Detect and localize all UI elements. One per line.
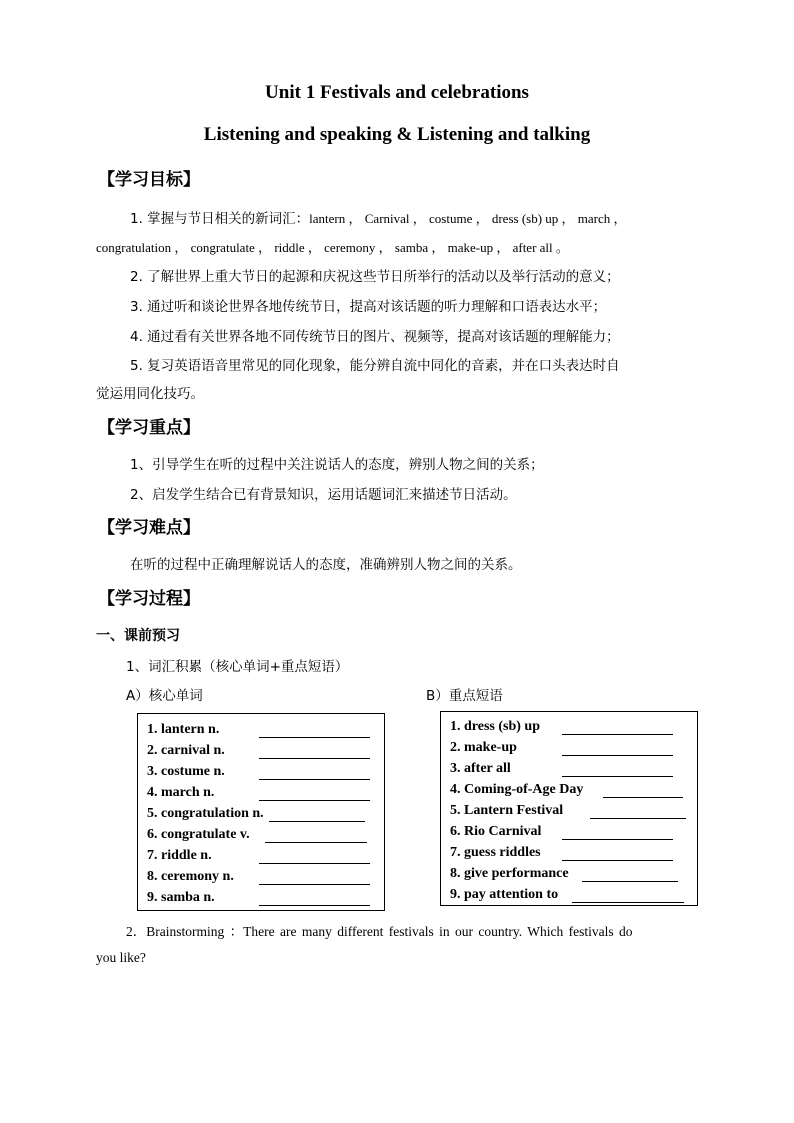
part-1-heading: 一、课前预习	[96, 628, 180, 644]
answer-blank[interactable]	[562, 825, 673, 840]
word-row: 1. lantern n.	[147, 722, 370, 738]
process-heading: 【学习过程】	[98, 589, 200, 609]
objectives-heading: 【学习目标】	[98, 170, 200, 190]
phrase-row: 5. Lantern Festival	[450, 803, 686, 819]
word-row: 9. samba n.	[147, 890, 370, 906]
key-phrases-box	[440, 711, 698, 906]
answer-blank[interactable]	[259, 849, 370, 864]
answer-blank[interactable]	[259, 891, 370, 906]
phrase-row: 6. Rio Carnival	[450, 824, 673, 840]
word-row: 6. congratulate v.	[147, 827, 367, 843]
difficulties-text: 在听的过程中正确理解说话人的态度，准确辨别人物之间的关系。	[130, 557, 522, 573]
phrase-row: 3. after all	[450, 761, 673, 777]
answer-blank[interactable]	[562, 741, 673, 756]
objective-1	[130, 207, 627, 228]
answer-blank[interactable]	[259, 765, 370, 780]
answer-blank[interactable]	[259, 744, 370, 759]
key-point-2: 2、启发学生结合已有背景知识，运用话题词汇来描述节日活动。	[130, 487, 517, 503]
objective-3: 3. 通过听和谈论世界各地传统节日，提高对该话题的听力理解和口语表达水平；	[130, 299, 607, 315]
word-row: 5. congratulation n.	[147, 806, 365, 822]
core-words-box	[137, 713, 385, 911]
phrase-row: 7. guess riddles	[450, 845, 673, 861]
objective-1-line2: congratulation ， congratulate ， riddle ， ceremony ， samba ， make-up ， after all 。	[96, 240, 569, 255]
page-subtitle: Listening and speaking & Listening and talking	[203, 124, 591, 145]
answer-blank[interactable]	[562, 846, 673, 861]
word-row: 8. ceremony n.	[147, 869, 370, 885]
phrase-row: 9. pay attention to	[450, 887, 684, 903]
column-a-heading: A）核心单词	[126, 688, 203, 704]
brainstorm-line2: you like?	[96, 950, 146, 965]
phrase-row: 4. Coming-of-Age Day	[450, 782, 683, 798]
answer-blank[interactable]	[603, 783, 683, 798]
answer-blank[interactable]	[582, 867, 678, 882]
answer-blank[interactable]	[269, 807, 365, 822]
word-row: 7. riddle n.	[147, 848, 370, 864]
key-point-1: 1、引导学生在听的过程中关注说话人的态度，辨别人物之间的关系；	[130, 457, 544, 473]
answer-blank[interactable]	[572, 888, 684, 903]
answer-blank[interactable]	[259, 723, 370, 738]
objective-5-line2: 觉运用同化技巧。	[96, 386, 204, 402]
phrase-row: 1. dress (sb) up	[450, 719, 673, 735]
objective-5-line1: 5. 复习英语语音里常见的同化现象，能分辨自流中同化的音素，并在口头表达时自	[130, 358, 620, 374]
objective-1-prefix: 1. 掌握与节日相关的新词汇：	[130, 211, 310, 227]
answer-blank[interactable]	[259, 786, 370, 801]
objective-1-words: lantern ， Carnival ， costume ， dress (sb) up ， march ，	[309, 211, 627, 226]
answer-blank[interactable]	[562, 762, 673, 777]
answer-blank[interactable]	[259, 870, 370, 885]
word-row: 3. costume n.	[147, 764, 370, 780]
vocab-heading: 1、词汇积累（核心单词+重点短语）	[126, 659, 349, 675]
word-row: 2. carnival n.	[147, 743, 370, 759]
answer-blank[interactable]	[590, 804, 686, 819]
objective-4: 4. 通过看有关世界各地不同传统节日的图片、视频等，提高对该话题的理解能力；	[130, 329, 620, 345]
word-row: 4. march n.	[147, 785, 370, 801]
phrase-row: 2. make-up	[450, 740, 673, 756]
answer-blank[interactable]	[265, 828, 367, 843]
page-title: Unit 1 Festivals and celebrations	[265, 82, 529, 103]
brainstorm-line1: 2．Brainstorming ：There are many different festivals in our country. Which festivals do	[126, 924, 633, 939]
difficulties-heading: 【学习难点】	[98, 518, 200, 538]
column-b-heading: B）重点短语	[426, 688, 503, 704]
phrase-row: 8. give performance	[450, 866, 678, 882]
answer-blank[interactable]	[562, 720, 673, 735]
objective-2: 2. 了解世界上重大节日的起源和庆祝这些节日所举行的活动以及举行活动的意义；	[130, 269, 620, 285]
key-points-heading: 【学习重点】	[98, 418, 200, 438]
